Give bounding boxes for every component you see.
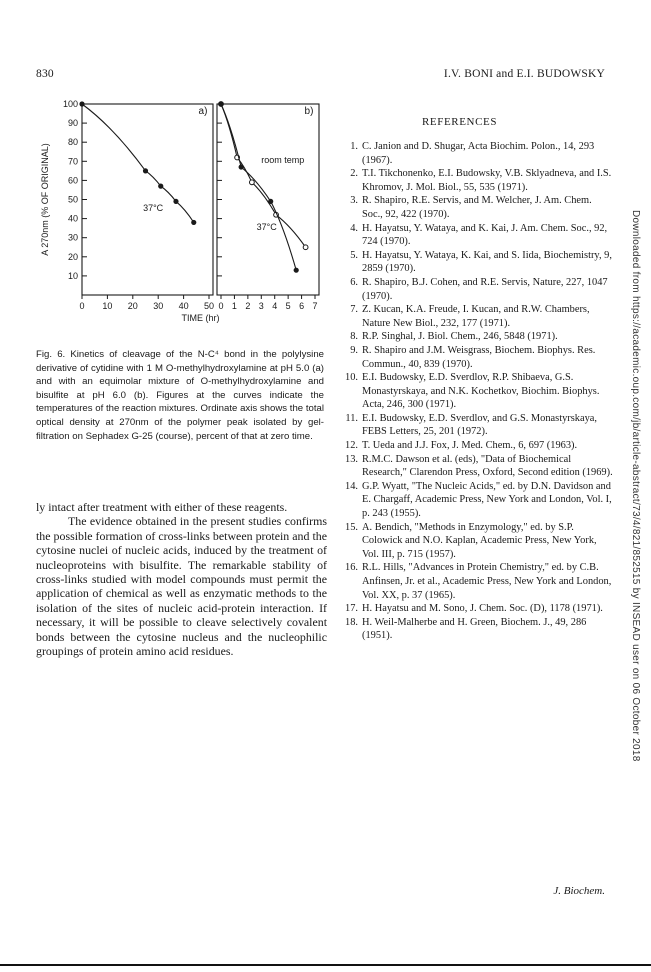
- data-point-b-37c: [268, 199, 273, 204]
- reference-item: [340, 616, 615, 643]
- reference-number: 12.: [345, 440, 358, 452]
- reference-number: 11.: [345, 412, 358, 424]
- reference-number: 16.: [345, 562, 358, 574]
- data-point-b-37c: [294, 268, 299, 273]
- data-point-a-37c: [143, 168, 148, 173]
- x-tick-label-a: 10: [102, 301, 113, 311]
- reference-text: E.I. Budowsky, E.D. Sverdlov, R.P. Shibaeva, G.S. Monastyrskaya, and N.K. Kochetkov, Biochim. Biophys. Acta, 246, 300 (1971).: [362, 372, 600, 411]
- curve-b-37c: [221, 104, 296, 270]
- y-tick-label: 80: [67, 137, 78, 148]
- reference-number: 14.: [345, 480, 358, 492]
- panel-a-label: a): [198, 106, 208, 117]
- x-tick-label-b: 6: [299, 301, 305, 311]
- y-tick-label: 10: [67, 270, 78, 281]
- annotation-a-37c: 37°C: [143, 202, 164, 213]
- y-tick-label: 60: [67, 175, 78, 186]
- reference-text: Z. Kucan, K.A. Freude, I. Kucan, and R.W. Chambers, Nature New Biol., 232, 177 (1971).: [362, 304, 590, 329]
- reference-item: [340, 276, 615, 303]
- reference-item: [340, 602, 615, 616]
- reference-item: [340, 480, 615, 521]
- data-point-b-room-temp: [303, 245, 308, 250]
- data-point-b-room-temp: [249, 180, 254, 185]
- reference-number: 8.: [350, 331, 358, 343]
- reference-item: [340, 371, 615, 412]
- y-tick-label: 20: [67, 251, 78, 262]
- reference-number: 3.: [350, 195, 358, 207]
- x-tick-label-b: 2: [245, 301, 251, 311]
- reference-number: 15.: [345, 521, 358, 533]
- reference-number: 5.: [350, 249, 358, 261]
- reference-item: [340, 521, 615, 562]
- reference-text: R. Shapiro and J.M. Weisgrass, Biochem. Biophys. Res. Commun., 40, 839 (1970).: [362, 344, 596, 370]
- x-tick-label-b: 4: [272, 301, 278, 311]
- reference-number: 18.: [345, 616, 358, 628]
- y-tick-label: 40: [67, 213, 78, 224]
- reference-number: 9.: [350, 344, 358, 356]
- y-tick-label: 90: [67, 118, 78, 129]
- x-tick-label-a: 20: [127, 301, 138, 311]
- x-tick-label-a: 0: [79, 301, 85, 311]
- download-watermark-text: Downloaded from https://academic.oup.com/jb/article-abstract/73/4/821/852515 by INSEAD user on 06 October 2018: [630, 210, 641, 762]
- reference-number: 7.: [350, 304, 358, 316]
- x-tick-label-a: 50: [203, 301, 215, 311]
- x-tick-label-b: 3: [258, 301, 264, 311]
- reference-text: H. Hayatsu, Y. Wataya, and K. Kai, J. Am. Chem. Soc., 92, 724 (1970).: [362, 222, 608, 248]
- reference-item: [340, 439, 615, 453]
- reference-text: E.I. Budowsky, E.D. Sverdlov, and G.S. Monastyrskaya, FEBS Letters, 25, 201 (1972).: [362, 412, 598, 438]
- reference-item: [340, 303, 615, 330]
- y-tick-label: 30: [67, 232, 78, 243]
- data-point-b-37c: [218, 101, 223, 106]
- reference-text: R. Shapiro, R.E. Servis, and M. Welcher, J. Am. Chem. Soc., 92, 422 (1970).: [362, 195, 592, 220]
- x-tick-label-b: 0: [218, 301, 224, 311]
- reference-number: 1.: [350, 141, 358, 152]
- y-tick-label: 70: [67, 156, 78, 167]
- data-point-b-37c: [239, 164, 244, 169]
- reference-item: [340, 412, 615, 439]
- running-title: I.V. BONI and E.I. BUDOWSKY: [443, 68, 605, 80]
- reference-number: 2.: [350, 168, 358, 180]
- reference-text: T.I. Tikchonenko, E.I. Budowsky, V.B. Sklyadneva, and I.S. Khromov, J. Mol. Biol., 55, 535 (1971).: [362, 168, 612, 193]
- reference-text: A. Bendich, "Methods in Enzymology," ed. by S.P. Colowick and N.O. Kaplan, Academic Press, New York, Vol. III, p. 715 (1957).: [362, 521, 597, 560]
- reference-text: G.P. Wyatt, "The Nucleic Acids," ed. by D.N. Davidson and E. Chargaff, Academic Press, New York and London, Vol. I, p. 243 (1955).: [362, 480, 612, 520]
- reference-item: [340, 453, 615, 480]
- reference-number: 13.: [345, 453, 358, 465]
- y-axis-title: A 270nm (% OF ORIGINAL): [40, 143, 50, 256]
- data-point-a-37c: [158, 184, 163, 189]
- figure-caption: Fig. 6. Kinetics of cleavage of the N-C⁴ bond in the polylysine derivative of cytidine with 1 M O-methylhydroxylamine at pH 5.0 (a) and with an equimolar mixture of O-methylhydroxylamine and bisulfite at pH 6.0 (b). Figures at the curves indicate the temperatures of the reaction mixtures. Ordinate axis shows the total optical density at 270nm of the polymer peak isolated by gel-filtration on Sephadex G-25 (course), percent of that at zero time.: [36, 349, 324, 442]
- reference-text: H. Hayatsu, Y. Wataya, K. Kai, and S. Iida, Biochemistry, 9, 2859 (1970).: [362, 249, 612, 275]
- reference-text: T. Ueda and J.J. Fox, J. Med. Chem., 6, 697 (1963).: [362, 440, 578, 452]
- reference-text: C. Janion and D. Shugar, Acta Biochim. Polon., 14, 293 (1967).: [362, 141, 595, 166]
- paragraph-1: ly intact after treatment with either of these reagents.: [36, 500, 288, 514]
- paragraph-2: The evidence obtained in the present studies confirms the possible formation of cross-links between protein and the cytosine nuclei of nucleic acids, induced by the treatment of nucleoproteins with bisulfite. The remarkable stability of cross-links studied with model compounds must permit the application of chemical as well as enzymatic methods to the isolation of the sites of nucleic acid-protein interaction. If necessary, it will be possible to cleave selectively covalent bonds between the cytosine nucleus and the nucleophilic groupings of protein amino acid residues.: [36, 514, 327, 659]
- reference-text: H. Weil-Malherbe and H. Green, Biochem. J., 49, 286 (1951).: [362, 616, 587, 642]
- reference-text: R. Shapiro, B.J. Cohen, and R.E. Servis, Nature, 227, 1047 (1970).: [362, 276, 608, 302]
- reference-number: 6.: [350, 276, 358, 288]
- reference-item: [340, 561, 615, 602]
- reference-number: 10.: [345, 372, 358, 384]
- reference-item: [340, 222, 615, 249]
- x-tick-label-b: 5: [285, 301, 291, 311]
- body-text: [36, 500, 327, 658]
- download-watermark: [629, 210, 641, 810]
- references-list: [340, 140, 615, 643]
- reference-text: R.L. Hills, "Advances in Protein Chemistry," ed. by C.B. Anfinsen, Jr. et al., Academic Press, New York and London, Vol. XX, p. 37 (1965).: [362, 562, 612, 601]
- reference-item: [340, 167, 615, 194]
- reference-item: [340, 344, 615, 371]
- x-tick-label-b: 1: [231, 301, 237, 311]
- panel-b-frame: [217, 104, 319, 295]
- journal-footer: J. Biochem.: [553, 885, 605, 897]
- panel-b-label: b): [304, 106, 314, 117]
- reference-number: 4.: [350, 222, 358, 234]
- reference-item: [340, 249, 615, 276]
- x-tick-label-a: 30: [153, 301, 164, 311]
- curve-a-37c: [82, 104, 194, 222]
- x-tick-label-a: 40: [178, 301, 189, 311]
- figure-6: [34, 92, 334, 324]
- y-tick-label: 100: [62, 99, 78, 109]
- reference-text: R.P. Singhal, J. Biol. Chem., 246, 5848 (1971).: [362, 331, 558, 343]
- bottom-rule: [0, 964, 651, 966]
- annotation-b-room-temp: room temp: [261, 155, 305, 166]
- panel-a-frame: [82, 104, 213, 295]
- data-point-a-37c: [191, 220, 196, 225]
- page-number: 830: [36, 68, 54, 80]
- data-point-a-37c: [79, 101, 84, 106]
- data-point-a-37c: [173, 199, 178, 204]
- reference-text: H. Hayatsu and M. Sono, J. Chem. Soc. (D), 1178 (1971).: [362, 603, 603, 615]
- annotation-b-37c: 37°C: [256, 222, 277, 233]
- y-tick-label: 50: [67, 194, 78, 205]
- references-heading: REFERENCES: [422, 116, 498, 128]
- reference-text: R.M.C. Dawson et al. (eds), "Data of Biochemical Research," Clarendon Press, Oxford, Second edition (1969).: [362, 453, 613, 479]
- reference-number: 17.: [345, 603, 358, 615]
- reference-item: [340, 330, 615, 344]
- x-axis-title: TIME (hr): [181, 313, 220, 323]
- reference-item: [340, 194, 615, 221]
- reference-item: [340, 140, 615, 167]
- x-tick-label-b: 7: [312, 301, 318, 311]
